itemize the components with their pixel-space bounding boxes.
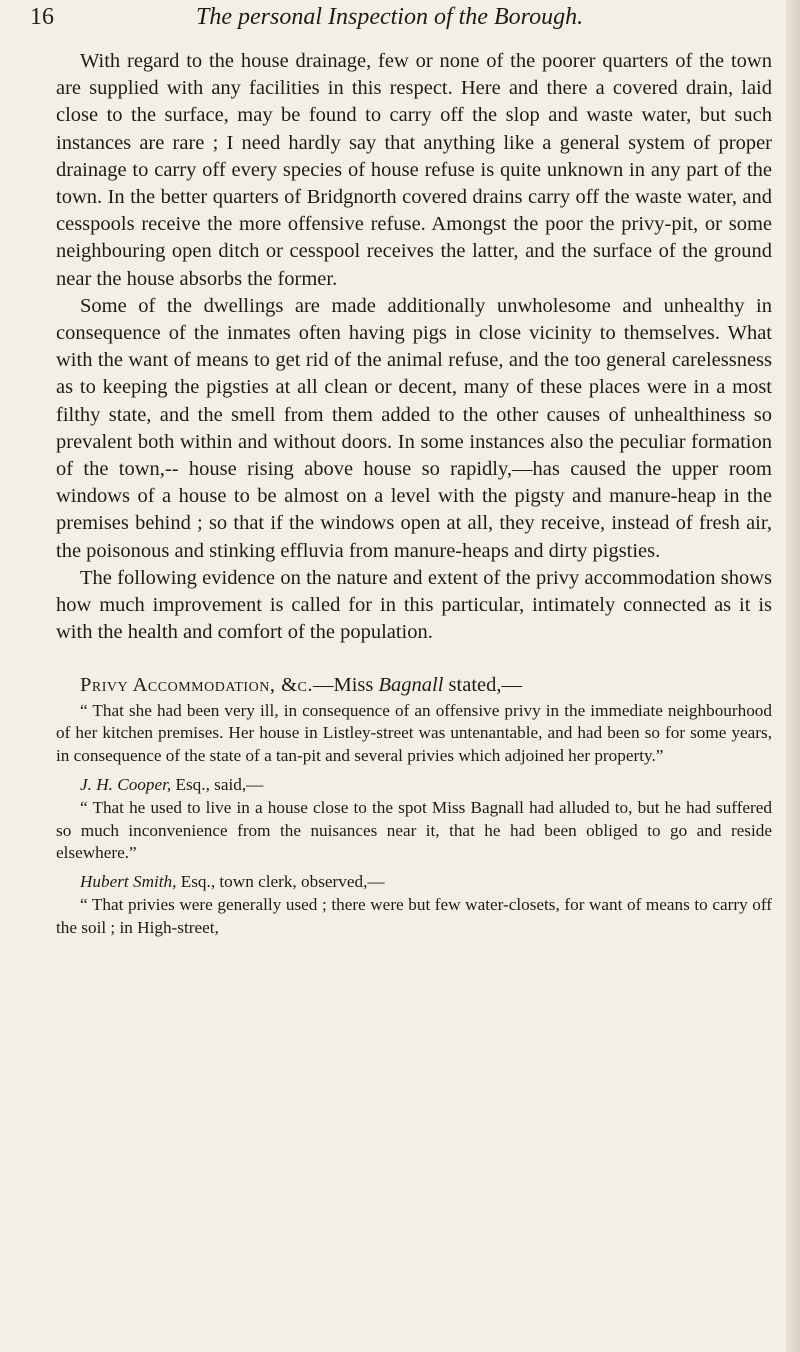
witness-verb: Esq., town clerk, observed,—	[176, 872, 385, 892]
witness-name: J. H. Cooper,	[80, 775, 172, 795]
witness-line	[56, 774, 772, 797]
paragraph-drainage: With regard to the house drainage, few or none of the poorer quarters of the town are supplied with any facilities in this respect. Here and there a covered drain, laid close to the surface, may be found to carry off the slop and waste water, but such instances are rare ; I need hardly say that anything like a general system of proper drainage to carry off every species of house refuse is quite unknown in any part of the town. In the better quarters of Bridgnorth covered drains carry off the waste water, and cesspools receive the more offensive refuse. Amongst the poor the privy-pit, or some neighbouring open ditch or cesspool receives the latter, and the surface of the ground near the house absorbs the former.	[56, 50, 772, 290]
paragraph-evidence-intro: The following evidence on the nature and extent of the privy accommodation shows how much improvement is called for in this particular, intimately connected as it is with the health and comfort of the population.	[56, 566, 772, 644]
testimony-quote: “ That privies were generally used ; there were but few water-closets, for want of means to carry off the soil ; in High-street,	[56, 895, 772, 937]
witness-verb: Esq., said,—	[171, 775, 264, 795]
testimony-quote: “ That he used to live in a house close to the spot Miss Bagnall had alluded to, but he had suffered so much inconvenience from the nuisances near it, that he had been obliged to go and reside elsewhere.”	[56, 797, 772, 863]
witness-line	[56, 871, 772, 894]
page-number: 16	[30, 4, 54, 30]
section-gap	[56, 646, 772, 672]
witness-name: Hubert Smith,	[80, 872, 177, 892]
paragraph-pigs: Some of the dwellings are made additionally unwholesome and unhealthy in consequence of the inmates often having pigs in close vicinity to themselves. What with the want of means to get rid of the animal refuse, and the too general carelessness as to keeping the pigsties at all clean or decent, many of these places were in a most filthy state, and the smell from them added to the other causes of unhealthiness so prevalent both within and without doors. In some instances also the peculiar formation of the town,-- house rising above house so rapidly,—has caused the upper room windows of a house to be almost on a level with the pigsty and manure-heap in the premises behind ; so that if the windows open at all, they receive, instead of fresh air, the poisonous and stinking effluvia from manure-heaps and dirty pigsties.	[56, 294, 772, 562]
witness-name: Bagnall	[378, 674, 444, 697]
body-text	[56, 48, 772, 940]
evidence-heading	[56, 672, 772, 699]
evidence-block	[56, 700, 772, 940]
running-title: The personal Inspection of the Borough.	[196, 4, 584, 30]
page-edge	[786, 0, 800, 1352]
heading-dash: —Miss	[312, 674, 379, 697]
witness-verb: stated,—	[443, 674, 522, 697]
running-head	[30, 4, 790, 44]
testimony-quote: “ That she had been very ill, in consequence of an offensive privy in the immediate neighbourhood of her kitchen premises. Her house in Listley-street was untenantable, and had been so for some years, in consequence of the state of a tan-pit and several privies which adjoined her property.”	[56, 700, 772, 766]
section-label: Privy Accommodation, &c.	[80, 674, 313, 697]
